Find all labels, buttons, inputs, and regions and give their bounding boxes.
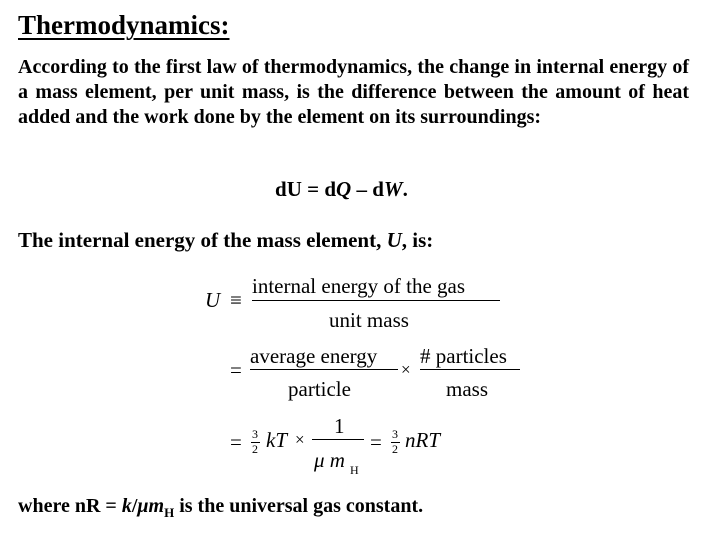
frac2-bar — [250, 369, 398, 370]
eq-q: Q — [336, 177, 352, 201]
math-eq3: = — [370, 430, 382, 454]
internal-energy-sentence — [18, 228, 433, 253]
frac-2-b: 2 — [392, 442, 398, 456]
footer-r: R — [85, 495, 101, 517]
frac2-denominator: particle — [288, 377, 351, 401]
frac2-numerator: average energy — [250, 344, 378, 368]
eq-d3: d — [372, 177, 384, 201]
internal-var: U — [386, 228, 402, 252]
math-u: U — [205, 288, 221, 312]
footer-m: m — [148, 495, 165, 517]
intro-paragraph: According to the first law of thermodynamics, the change in internal energy of a mass element, per unit mass, is the difference between the amount of heat added and the work done by the element on its surroundings: — [18, 56, 689, 128]
gas-constant-sentence — [18, 495, 423, 521]
eq-minus: – — [351, 177, 373, 201]
math-eq1: = — [230, 358, 242, 382]
eq-d2: d — [324, 177, 337, 201]
footer-prefix: where n — [18, 495, 86, 517]
eq-equals: = — [301, 177, 325, 201]
math-nrt: nRT — [405, 428, 441, 452]
page-title: Thermodynamics: — [18, 10, 230, 40]
frac1-numerator: internal energy of the gas — [252, 274, 466, 298]
internal-prefix: The internal energy of the mass element, — [18, 228, 387, 252]
frac-2-a: 2 — [252, 442, 258, 456]
frac3-denominator: mass — [446, 377, 488, 401]
eq-period: . — [402, 177, 408, 201]
math-kt: kT — [266, 428, 287, 452]
frac1-denominator: unit mass — [329, 308, 409, 332]
footer-sub-h: H — [164, 505, 175, 520]
internal-energy-derivation — [200, 270, 540, 480]
footer-slash: / — [131, 495, 138, 517]
frac-3-a: 3 — [252, 427, 258, 441]
footer-eq: = — [100, 495, 122, 517]
internal-suffix: , is: — [401, 228, 434, 252]
frac4-mu-m: μ m — [314, 448, 345, 472]
eq-u: U — [286, 177, 302, 201]
math-equiv: ≡ — [230, 288, 242, 312]
frac1-bar — [252, 300, 500, 301]
frac3-bar — [420, 369, 520, 370]
frac4-sub-h: H — [350, 463, 359, 477]
frac3-numerator: # particles — [420, 344, 507, 368]
frac4-numerator: 1 — [334, 414, 345, 438]
math-times2: × — [295, 430, 305, 449]
footer-k: k — [121, 495, 132, 517]
footer-suffix: is the universal gas constant. — [174, 495, 424, 517]
eq-w: W — [383, 177, 403, 201]
frac4-bar — [312, 439, 364, 440]
first-law-equation — [275, 177, 408, 202]
math-eq2: = — [230, 430, 242, 454]
footer-mu: μ — [137, 495, 149, 517]
eq-d1: d — [275, 177, 287, 201]
frac-3-b: 3 — [392, 427, 398, 441]
math-times1: × — [401, 360, 411, 379]
